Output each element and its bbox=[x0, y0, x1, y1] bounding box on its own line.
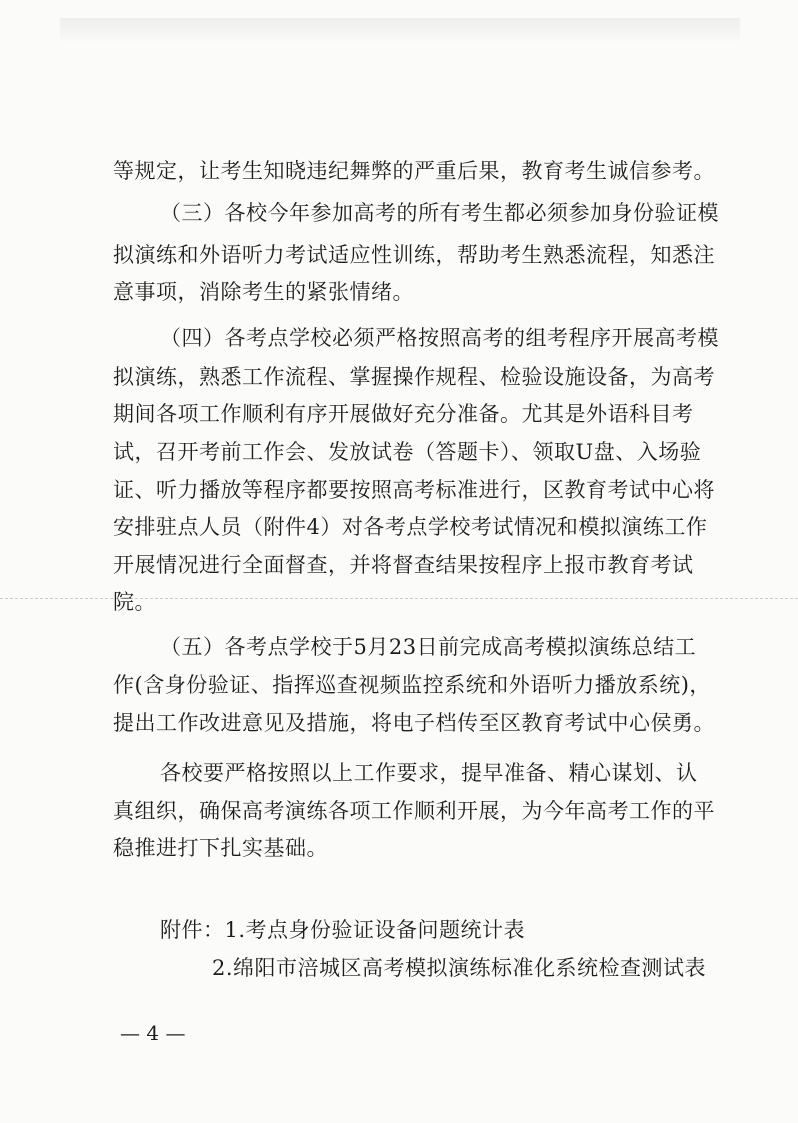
body-line: 院。 bbox=[113, 590, 156, 614]
body-line: 安排驻点人员（附件4）对各考点学校考试情况和模拟演练工作 bbox=[113, 515, 708, 539]
body-line: 作(含身份验证、指挥巡查视频监控系统和外语听力播放系统)， bbox=[113, 673, 711, 697]
body-line: 开展情况进行全面督查，并将督查结果按程序上报市教育考试 bbox=[113, 553, 694, 577]
closing-paragraph-line: 各校要严格按照以上工作要求，提早准备、精心谋划、认 bbox=[160, 761, 698, 785]
section-4-heading-line: （四）各考点学校必须严格按照高考的组考程序开展高考模 bbox=[160, 326, 719, 350]
body-line: 试，召开考前工作会、发放试卷（答题卡）、领取U盘、入场验 bbox=[113, 440, 702, 464]
body-line: 拟演练，熟悉工作流程、掌握操作规程、检验设施设备，为高考 bbox=[113, 365, 715, 389]
section-5-heading-line: （五）各考点学校于5月23日前完成高考模拟演练总结工 bbox=[160, 635, 697, 659]
page-number: — 4 — bbox=[120, 1021, 186, 1045]
body-line: 证、听力播放等程序都要按照高考标准进行，区教育考试中心将 bbox=[113, 478, 715, 502]
attachment-line-1: 附件：1.考点身份验证设备问题统计表 bbox=[160, 918, 526, 942]
attachment-line-2: 2.绵阳市涪城区高考模拟演练标准化系统检查测试表 bbox=[212, 956, 707, 980]
body-line: 期间各项工作顺利有序开展做好充分准备。尤其是外语科目考 bbox=[113, 402, 694, 426]
body-line: 稳推进打下扎实基础。 bbox=[113, 836, 328, 860]
body-line: 等规定，让考生知晓违纪舞弊的严重后果，教育考生诚信参考。 bbox=[113, 159, 715, 183]
body-line: 拟演练和外语听力考试适应性训练，帮助考生熟悉流程，知悉注 bbox=[113, 243, 715, 267]
body-line: 真组织，确保高考演练各项工作顺利开展，为今年高考工作的平 bbox=[113, 799, 715, 823]
scan-shadow bbox=[60, 18, 740, 44]
section-3-heading-line: （三）各校今年参加高考的所有考生都必须参加身份验证模 bbox=[160, 201, 719, 225]
body-line: 提出工作改进意见及措施，将电子档传至区教育考试中心侯勇。 bbox=[113, 711, 715, 735]
body-line: 意事项，消除考生的紧张情绪。 bbox=[113, 280, 414, 304]
